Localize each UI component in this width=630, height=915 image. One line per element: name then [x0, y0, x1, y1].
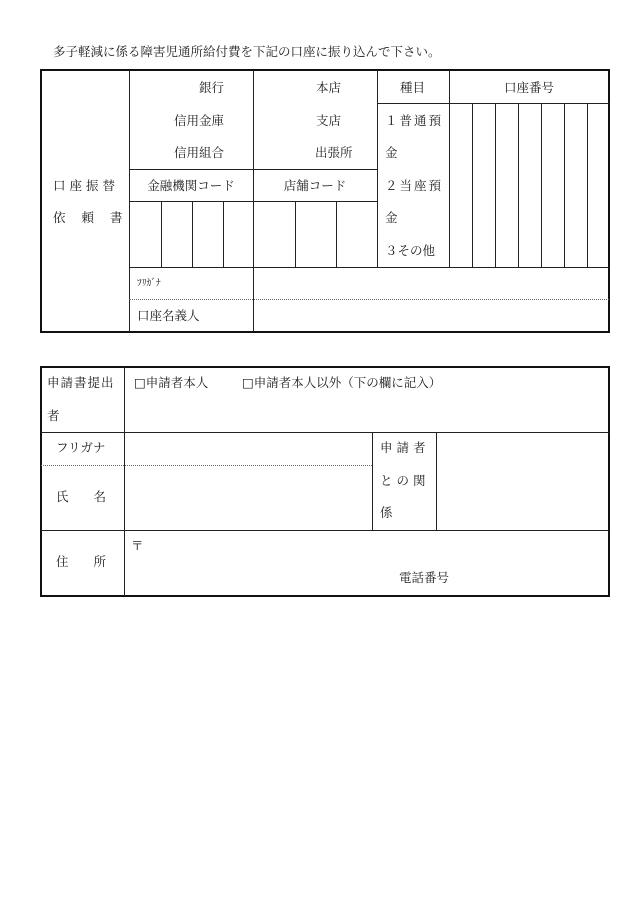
code-box-divider: [192, 201, 193, 267]
divider: [449, 70, 450, 267]
account-digit-divider: [518, 103, 519, 267]
branch-type-branch: 支店: [316, 113, 342, 128]
code-box-divider: [161, 201, 162, 267]
branch-name-field[interactable]: [255, 72, 310, 167]
account-digit-divider: [564, 103, 565, 267]
branch-type-office: 出張所: [315, 145, 353, 160]
category-option: ２当座預: [385, 178, 444, 193]
code-box-divider: [223, 201, 224, 267]
bank-type-kumiai: 信用組合: [174, 145, 225, 160]
intro-text: 多子軽減に係る障害児通所給付費を下記の口座に振り込んで下さい。: [53, 44, 441, 59]
section-label-line1: 口座振替: [53, 178, 120, 193]
divider: [377, 70, 378, 267]
account-furigana-field[interactable]: [255, 269, 607, 298]
account-digit-divider: [587, 103, 588, 267]
account-number-header: 口座番号: [503, 80, 554, 95]
divider: [41, 432, 609, 433]
account-digit-divider: [472, 103, 473, 267]
relation-label-line2: と の 関: [380, 473, 426, 488]
account-digit-divider: [495, 103, 496, 267]
relation-label-line1: 申 請 者: [380, 440, 426, 455]
dotted-divider: [129, 299, 609, 300]
divider: [124, 367, 125, 596]
divider: [372, 432, 373, 530]
option-self[interactable]: □申請者本人: [134, 375, 209, 390]
address-field[interactable]: [145, 532, 608, 562]
bank-type-bank: 銀行: [199, 80, 225, 95]
divider: [129, 267, 609, 268]
code-box-divider: [336, 201, 337, 267]
submitter-label-line1: 申請書提出: [47, 375, 115, 390]
account-transfer-form: [0, 0, 630, 340]
furigana-label: ﾌﾘｶﾞﾅ: [137, 278, 161, 289]
account-holder-label: 口座名義人: [137, 308, 200, 323]
account-digit-divider: [541, 103, 542, 267]
divider: [377, 103, 609, 104]
submitter-form: [0, 360, 630, 605]
category-header: 種目: [400, 80, 426, 95]
branch-code-label: 店舗コード: [283, 178, 347, 193]
section-label-line2: 依 頼 書: [53, 210, 129, 225]
divider: [436, 432, 437, 530]
relation-field[interactable]: [438, 434, 608, 529]
submitter-label-line2: 者: [47, 408, 60, 423]
category-option: １普通預: [385, 113, 444, 128]
branch-type-main: 本店: [316, 80, 342, 95]
divider: [129, 169, 377, 170]
bank-name-field[interactable]: [131, 72, 191, 167]
option-other[interactable]: □申請者本人以外（下の欄に記入）: [242, 375, 442, 390]
relation-label-line3: 係: [380, 505, 393, 520]
submitter-furigana-field[interactable]: [126, 434, 370, 464]
phone-label: 電話番号: [399, 570, 450, 585]
submitter-name-field[interactable]: [126, 467, 370, 529]
phone-field[interactable]: [460, 565, 608, 595]
furigana-label: フリガナ: [56, 440, 106, 455]
account-holder-field[interactable]: [255, 301, 607, 331]
divider: [129, 201, 377, 202]
name-label: 氏 名: [56, 489, 107, 504]
category-option: 金: [385, 210, 398, 225]
bank-type-shinkin: 信用金庫: [174, 113, 225, 128]
divider: [41, 530, 609, 531]
address-label: 住 所: [56, 554, 107, 569]
category-option: 金: [385, 145, 398, 160]
bank-code-label: 金融機関コード: [147, 178, 235, 193]
category-option: ３その他: [385, 243, 436, 258]
dotted-divider: [41, 465, 372, 466]
code-box-divider: [295, 201, 296, 267]
postal-mark: 〒: [131, 538, 144, 553]
